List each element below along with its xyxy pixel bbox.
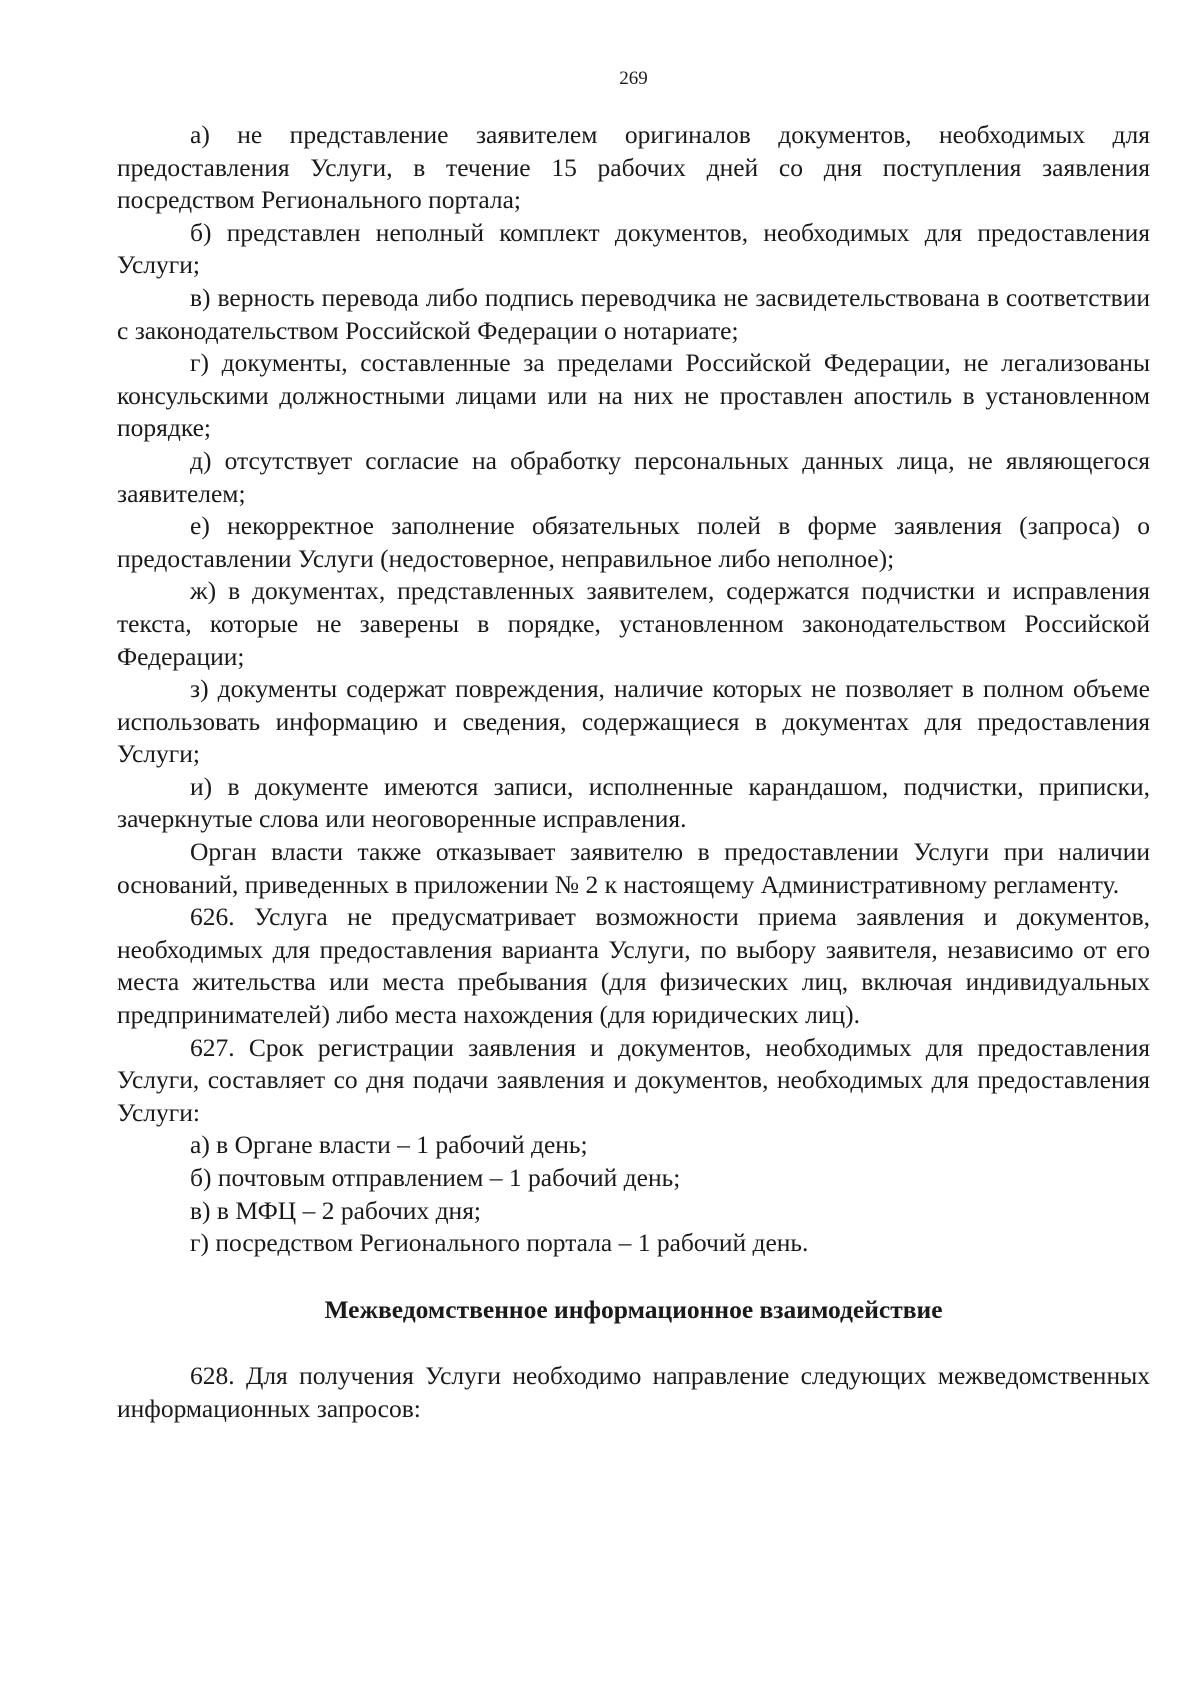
paragraph-a-originals: а) не представление заявителем оригиналов документов, необходимых для предоставления Услуги, в течение 15 рабочих дней со дня поступления заявления посредством Регионального портала; — [117, 120, 1150, 215]
term-authority: а) в Органе власти – 1 рабочий день; — [190, 1130, 588, 1160]
paragraph-628: 628. Для получения Услуги необходимо направление следующих межведомственных информационных запросов: — [117, 1361, 1150, 1423]
paragraph-626: 626. Услуга не предусматривает возможности приема заявления и документов, необходимых для предоставления варианта Услуги, по выбору заявителя, независимо от его места жительства или места пребывания (для физических лиц, включая индивидуальных предпринимателей) либо места нахождения (для юридических лиц). — [117, 902, 1150, 1030]
paragraph-z-damage: з) документы содержат повреждения, наличие которых не позволяет в полном объеме использовать информацию и сведения, содержащиеся в документах для предоставления Услуги; — [117, 674, 1150, 769]
paragraph-zh-corrections: ж) в документах, представленных заявителем, содержатся подчистки и исправления текста, которые не заверены в порядке, установленном законодательством Российской Федерации; — [117, 576, 1150, 671]
paragraph-i-pencil-records: и) в документе имеются записи, исполненные карандашом, подчистки, приписки, зачеркнутые слова или неоговоренные исправления. — [117, 771, 1150, 834]
section-heading: Межведомственное информационное взаимодействие — [324, 1294, 943, 1324]
paragraph-v-translation: в) верность перевода либо подпись переводчика не засвидетельствована в соответствии с законодательством Российской Федерации о нотариате; — [117, 282, 1150, 345]
paragraph-b-incomplete-set: б) представлен неполный комплект документов, необходимых для предоставления Услуги; — [117, 217, 1150, 280]
page-number: 269 — [619, 68, 648, 89]
document-body — [117, 119, 1150, 1426]
spacer — [117, 1260, 1150, 1294]
term-mfc: в) в МФЦ – 2 рабочих дня; — [190, 1195, 482, 1225]
term-post: б) почтовым отправлением – 1 рабочий день; — [190, 1163, 681, 1192]
spacer — [117, 1326, 1150, 1360]
paragraph-e-incorrect-fields: е) некорректное заполнение обязательных полей в форме заявления (запроса) о предоставлении Услуги (недостоверное, неправильное либо неполное); — [117, 511, 1150, 573]
paragraph-refusal-grounds: Орган власти также отказывает заявителю в предоставлении Услуги при наличии оснований, приведенных в приложении № 2 к настоящему Административному регламенту. — [117, 837, 1150, 899]
term-regional-portal: г) посредством Регионального портала – 1 рабочий день. — [190, 1228, 809, 1258]
paragraph-627: 627. Срок регистрации заявления и документов, необходимых для предоставления Услуги, составляет со дня подачи заявления и документов, необходимых для предоставления Услуги: — [117, 1032, 1150, 1127]
paragraph-d-consent: д) отсутствует согласие на обработку персональных данных лица, не являющегося заявителем; — [117, 445, 1150, 508]
paragraph-g-legalization: г) документы, составленные за пределами Российской Федерации, не легализованы консульскими должностными лицами или на них не проставлен апостиль в установленном порядке; — [117, 348, 1150, 443]
